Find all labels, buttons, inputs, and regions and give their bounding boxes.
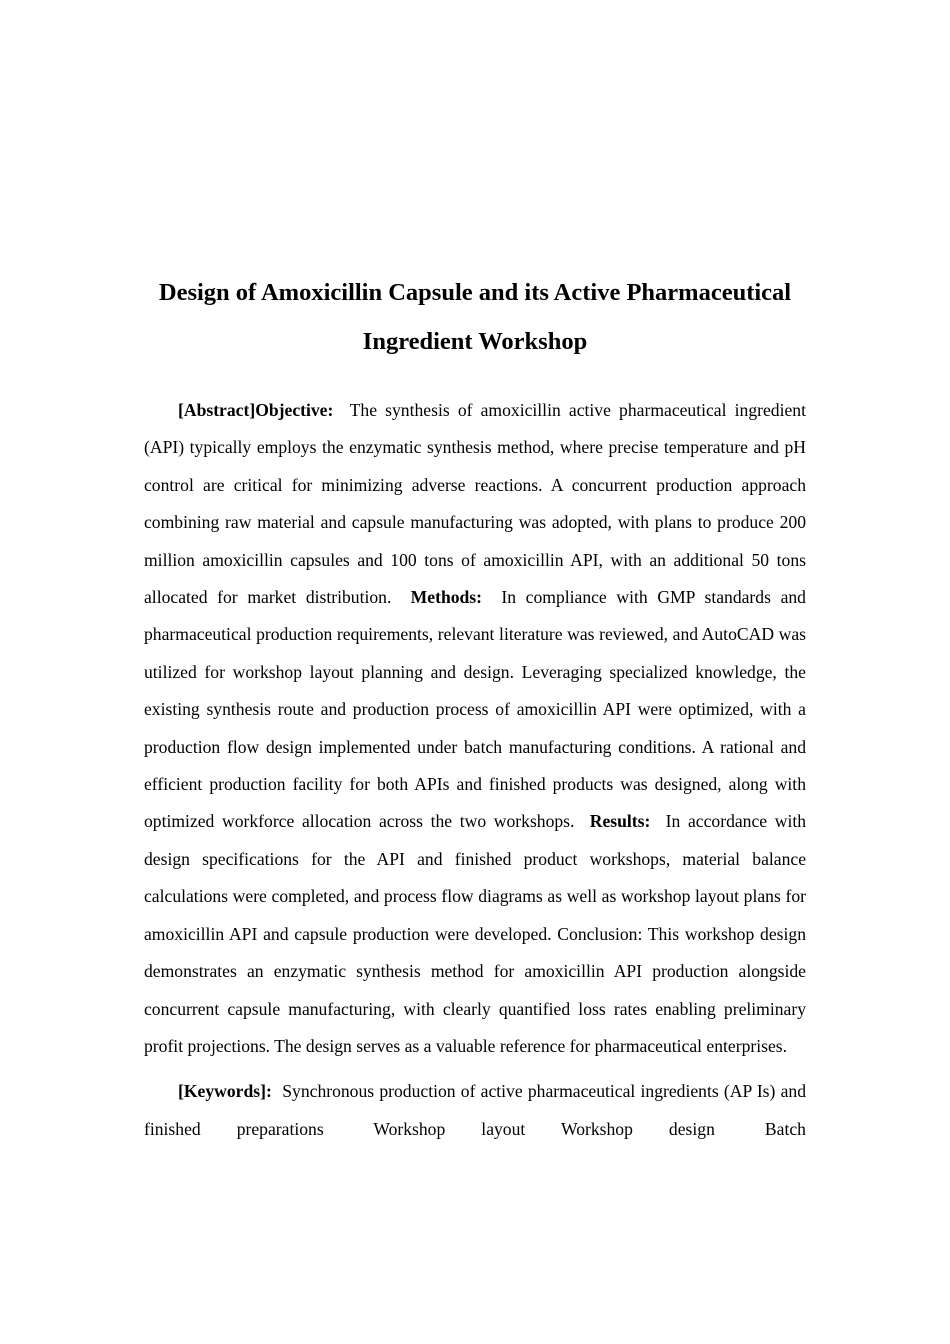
keyword-item: Synchronous production of active pharmaceutical ingredients (AP Is) and finished preparations: [144, 1081, 806, 1139]
abstract-paragraph: [144, 392, 806, 1065]
title-line-1: Design of Amoxicillin Capsule and its Active Pharmaceutical: [158, 279, 792, 306]
methods-label: Methods:: [410, 587, 483, 608]
keyword-item: Workshop design: [561, 1118, 715, 1139]
methods-text: In compliance with GMP standards and pharmaceutical production requirements, relevant literature was reviewed, and AutoCAD was utilized for workshop layout planning and design. Leveraging specialized knowledge, the existing synthesis route and production process of amoxicillin API were optimized, with a production flow design implemented under batch manufacturing conditions. A rational and efficient production facility for both APIs and finished products was designed, along with optimized workforce allocation across the two workshops.: [144, 587, 806, 832]
objective-label: Objective:: [255, 400, 334, 420]
results-label: Results:: [589, 811, 651, 832]
keyword-item: Workshop layout: [373, 1118, 526, 1139]
paper-title: [144, 268, 806, 366]
results-text: In accordance with design specifications for the API and finished product workshops, material balance calculations were completed, and process flow diagrams as well as workshop layout plans for amoxicillin API and capsule production were developed. Conclusion: This workshop design demonstrates an enzymatic synthesis method for amoxicillin API production alongside concurrent capsule manufacturing, with clearly quantified loss rates enabling preliminary profit projections. The design serves as a valuable reference for pharmaceutical enterprises.: [144, 811, 807, 1056]
paper-page: [144, 268, 806, 1148]
title-line-2: Ingredient Workshop: [362, 328, 588, 355]
objective-text: The synthesis of amoxicillin active pharmaceutical ingredient (API) typically employs the enzymatic synthesis method, where precise temperature and pH control are critical for minimizing adverse reactions. A concurrent production approach combining raw material and capsule manufacturing was adopted, with plans to produce 200 million amoxicillin capsules and 100 tons of amoxicillin API, with an additional 50 tons allocated for market distribution.: [144, 400, 806, 608]
keywords-label: [Keywords]:: [178, 1081, 272, 1102]
keywords-paragraph: [144, 1073, 806, 1148]
abstract-label: [Abstract]: [178, 400, 256, 420]
keyword-item: Batch: [764, 1118, 806, 1139]
